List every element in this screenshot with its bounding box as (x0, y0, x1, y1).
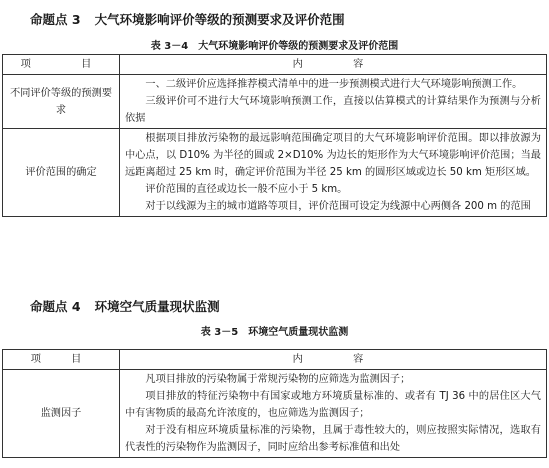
column-header-item: 项 目 (3, 350, 120, 370)
section-label: 命题点 4 (30, 299, 81, 314)
content-paragraph: 一、二级评价应选择推荐模式清单中的进一步预测模式进行大气环境影响预测工作。 (145, 79, 523, 90)
table-caption-2: 表 3－5 环境空气质量现状监测 (200, 327, 349, 338)
section-title: 环境空气质量现状监测 (94, 299, 220, 314)
content-paragraph: 评价范围的直径或边长一般不应小于 5 km。 (145, 184, 348, 195)
table-evaluation-levels (2, 54, 547, 217)
section-heading-1 (30, 10, 345, 28)
row-content (120, 75, 547, 129)
content-paragraph: 项目排放的特征污染物中有国家或地方环境质量标准的、或者有 TJ 36 中的居住区大气中有害物质的最高允许浓度的，也应筛选为监测因子； (125, 391, 541, 419)
row-content (120, 129, 547, 217)
table-row (3, 75, 547, 129)
table-row (3, 370, 547, 458)
row-item-label: 不同评价等级的预测要求 (3, 75, 120, 129)
column-header-content: 内 容 (120, 350, 547, 370)
table-row (3, 129, 547, 217)
content-paragraph: 三级评价可不进行大气环境影响预测工作，直接以估算模式的计算结果作为预测与分析依据 (125, 96, 541, 124)
row-item-label: 监测因子 (3, 370, 120, 458)
section-heading-2 (30, 297, 220, 315)
content-paragraph: 对于以线源为主的城市道路等项目，评价范围可设定为线源中心两侧各 200 m 的范围 (145, 201, 531, 212)
column-header-item: 项 目 (3, 55, 120, 75)
table-caption-1: 表 3－4 大气环境影响评价等级的预测要求及评价范围 (150, 41, 399, 52)
row-item-label: 评价范围的确定 (3, 129, 120, 217)
column-header-content: 内 容 (120, 55, 547, 75)
content-paragraph: 凡项目排放的污染物属于常规污染物的应筛选为监测因子； (145, 374, 411, 385)
content-paragraph: 根据项目排放污染物的最远影响范围确定项目的大气环境影响评价范围。即以排放源为中心点，以 D10% 为半径的圆或 2×D10% 为边长的矩形作为大气环境影响评价范围；当最远距离超过 25 km 时，确定评价范围为半径 25 km 的圆形区域或边长 50 km 矩形区域。 (125, 133, 541, 178)
section-label: 命题点 3 (30, 12, 81, 27)
table-header-row (3, 350, 547, 370)
row-content (120, 370, 547, 458)
content-paragraph: 对于没有相应环境质量标准的污染物，且属于毒性较大的，则应按照实际情况，选取有代表性的污染物作为监测因子，同时应给出参考标准值和出处 (125, 425, 541, 453)
table-air-quality-monitoring (2, 349, 547, 458)
table-header-row (3, 55, 547, 75)
section-title: 大气环境影响评价等级的预测要求及评价范围 (94, 12, 345, 27)
